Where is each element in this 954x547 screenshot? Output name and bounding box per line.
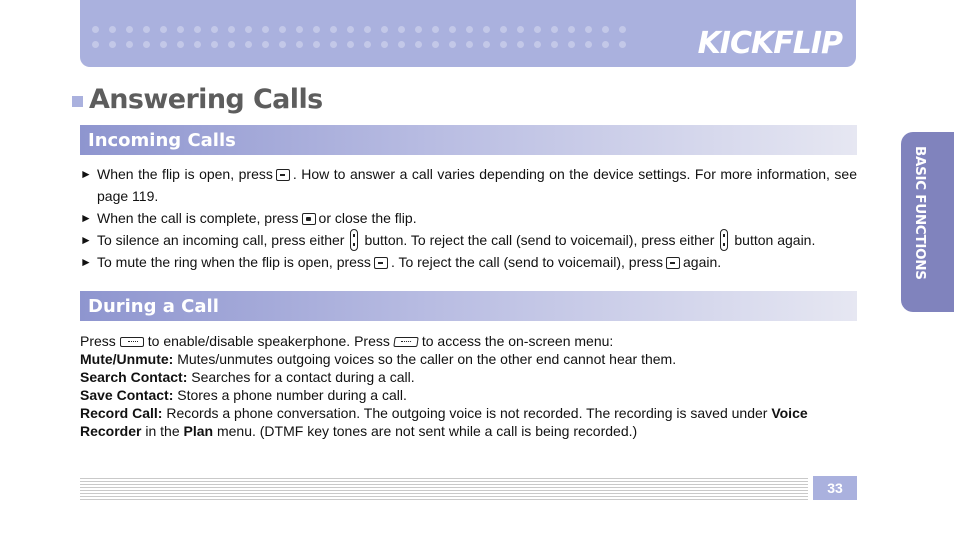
- bullet-arrow-icon: ►: [80, 167, 92, 181]
- banner-dot: [177, 26, 184, 33]
- banner-dot: [568, 41, 575, 48]
- side-volume-key-icon: [720, 229, 728, 251]
- banner-dot: [245, 41, 252, 48]
- during-call-content: [80, 332, 857, 440]
- banner-dot: [517, 26, 524, 33]
- banner-dot: [449, 41, 456, 48]
- banner-dot-pattern: [92, 26, 626, 56]
- banner-dot: [398, 41, 405, 48]
- footer-rule-lines: [80, 478, 808, 500]
- banner-dot: [313, 41, 320, 48]
- page-title: Answering Calls: [89, 84, 323, 115]
- banner-dot: [347, 26, 354, 33]
- banner-dot: [279, 41, 286, 48]
- banner-dot: [483, 41, 490, 48]
- banner-dot: [602, 41, 609, 48]
- end-key-icon: [302, 213, 316, 225]
- banner-dot: [364, 26, 371, 33]
- banner-dot: [160, 41, 167, 48]
- option-record-call: Record Call: Records a phone conversation. The outgoing voice is not recorded. The recording is saved under Voice Recorder in the Plan menu. (DTMF key tones are not sent while a call is being recorded.): [80, 405, 808, 439]
- banner-dot: [143, 26, 150, 33]
- banner-dot: [585, 41, 592, 48]
- section-heading-incoming-text: Incoming Calls: [88, 129, 236, 151]
- banner-dot: [279, 26, 286, 33]
- banner-dot: [194, 26, 201, 33]
- banner-dot: [381, 26, 388, 33]
- side-volume-key-icon: [350, 229, 358, 251]
- banner-dot: [347, 41, 354, 48]
- banner-dot: [432, 26, 439, 33]
- banner-dot: [398, 26, 405, 33]
- banner-dot: [449, 26, 456, 33]
- menu-softkey-icon: [393, 337, 418, 347]
- banner-dot: [568, 26, 575, 33]
- banner-dot: [245, 26, 252, 33]
- title-square-icon: [72, 96, 83, 107]
- banner-dot: [194, 41, 201, 48]
- list-item: ► To mute the ring when the flip is open, press . To reject the call (send to voicemail), press again.: [80, 251, 857, 273]
- section-heading-during: [80, 291, 857, 321]
- send-key-icon: [374, 257, 388, 269]
- list-item: ► When the call is complete, press or close the flip.: [80, 207, 857, 229]
- bullet-arrow-icon: ►: [80, 211, 92, 225]
- banner-dot: [262, 26, 269, 33]
- banner-dot: [109, 41, 116, 48]
- send-key-icon: [666, 257, 680, 269]
- page-title-block: [72, 84, 323, 115]
- banner-dot: [330, 41, 337, 48]
- banner-dot: [483, 26, 490, 33]
- bullet-arrow-icon: ►: [80, 233, 92, 247]
- banner-dot: [330, 26, 337, 33]
- incoming-bullets: [80, 163, 857, 273]
- banner-dot: [143, 41, 150, 48]
- banner-dot: [109, 26, 116, 33]
- banner-dot: [619, 26, 626, 33]
- banner-dot: [228, 26, 235, 33]
- banner-dot: [466, 26, 473, 33]
- banner-dot: [534, 41, 541, 48]
- speaker-softkey-icon: [120, 337, 144, 347]
- banner-dot: [126, 41, 133, 48]
- banner-dot: [619, 41, 626, 48]
- banner-dot: [381, 41, 388, 48]
- banner-dot: [262, 41, 269, 48]
- banner-dot: [177, 41, 184, 48]
- banner-dot: [228, 41, 235, 48]
- banner-dot: [160, 26, 167, 33]
- banner-dot: [500, 26, 507, 33]
- list-item: ► To silence an incoming call, press either button. To reject the call (send to voicemail), press either button again.: [80, 229, 857, 251]
- banner-dot: [415, 26, 422, 33]
- banner-dot: [296, 41, 303, 48]
- banner-dot: [585, 26, 592, 33]
- section-heading-incoming: [80, 125, 857, 155]
- banner-dot: [92, 41, 99, 48]
- banner-dot: [364, 41, 371, 48]
- banner-dot: [534, 26, 541, 33]
- banner-dot: [602, 26, 609, 33]
- kickflip-logo: KICKFLIP: [697, 26, 842, 61]
- option-search-contact: Search Contact: Searches for a contact during a call.: [80, 369, 415, 385]
- banner-dot: [466, 41, 473, 48]
- banner-dot: [415, 41, 422, 48]
- banner-dot: [126, 26, 133, 33]
- banner-dot: [92, 26, 99, 33]
- banner-dot: [500, 41, 507, 48]
- banner-dot: [551, 26, 558, 33]
- bullet-arrow-icon: ►: [80, 255, 92, 269]
- banner-dot: [517, 41, 524, 48]
- list-item: ► When the flip is open, press . How to answer a call varies depending on the device settings. For more information, see page 119.: [80, 163, 857, 207]
- option-save-contact: Save Contact: Stores a phone number during a call.: [80, 387, 407, 403]
- banner-dot: [296, 26, 303, 33]
- chapter-side-tab: [901, 132, 954, 312]
- banner-dot: [211, 26, 218, 33]
- chapter-side-tab-label: BASIC FUNCTIONS: [912, 146, 928, 280]
- page-number: 33: [813, 476, 857, 500]
- during-intro: Press to enable/disable speakerphone. Press to access the on-screen menu:: [80, 333, 614, 349]
- banner-dot: [313, 26, 320, 33]
- section-heading-during-text: During a Call: [88, 295, 219, 317]
- option-mute: Mute/Unmute: Mutes/unmutes outgoing voices so the caller on the other end cannot hear them.: [80, 351, 677, 367]
- banner-dot: [211, 41, 218, 48]
- banner-dot: [551, 41, 558, 48]
- header-banner: [80, 0, 856, 67]
- send-key-icon: [276, 169, 290, 181]
- banner-dot: [432, 41, 439, 48]
